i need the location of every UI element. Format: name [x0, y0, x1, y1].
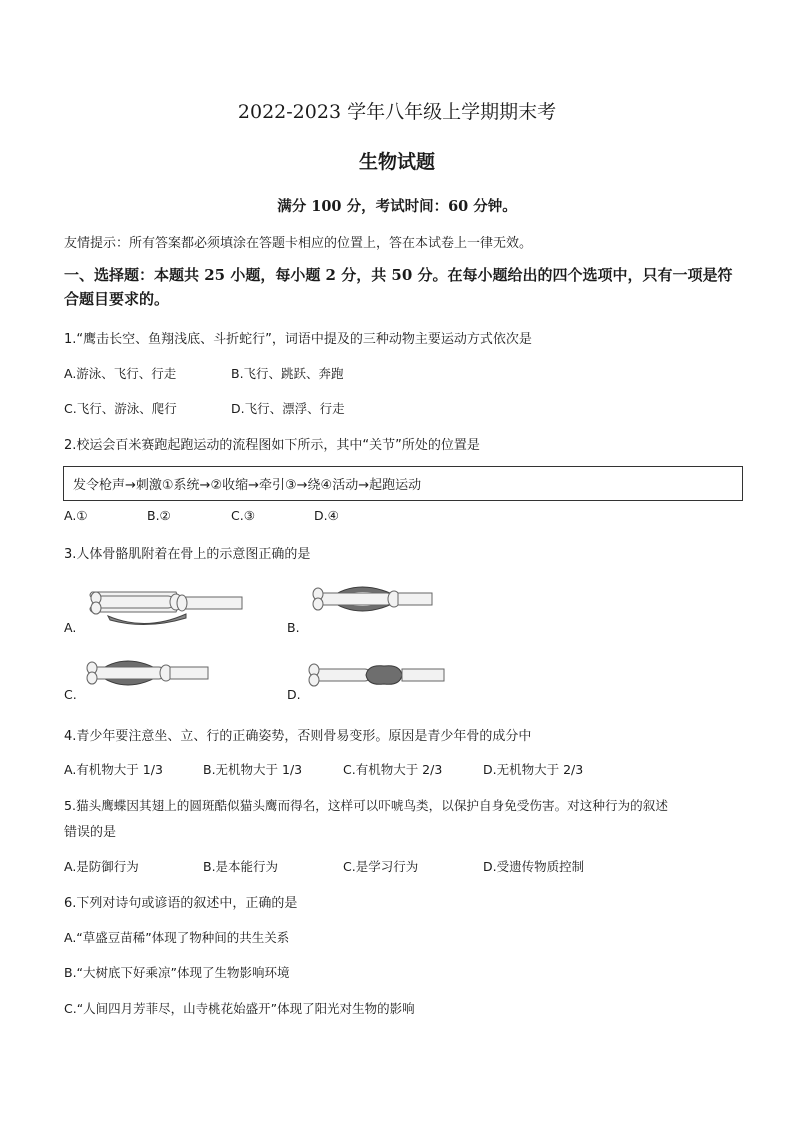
question-2-stem: 2.校运会百米赛跑起跑运动的流程图如下所示，其中“关节”所处的位置是	[64, 438, 480, 453]
exam-meta: 满分 100 分，考试时间：60 分钟。	[277, 198, 517, 215]
exam-tip: 友情提示：所有答案都必须填涂在答题卡相应的位置上，答在本试卷上一律无效。	[64, 236, 533, 251]
diagram-b-muscle-bone	[310, 577, 435, 627]
question-6-option-b: B.“大树底下好乘凉”体现了生物影响环境	[64, 965, 290, 980]
exam-title: 2022-2023 学年八年级上学期期末考	[237, 101, 557, 123]
exam-subtitle: 生物试题	[358, 151, 435, 173]
question-3-option-b: B.	[287, 620, 300, 635]
question-2-option-a: A.①	[64, 508, 88, 523]
question-5-option-b: B.是本能行为	[203, 859, 279, 874]
flowchart-text: 发令枪声→刺激①系统→②收缩→牵引③→绕④活动→起跑运动	[73, 478, 422, 493]
diagram-a-muscle-bone	[86, 584, 246, 632]
question-6-option-a: A.“草盛豆苗稀”体现了物种间的共生关系	[64, 930, 290, 945]
question-2-option-c: C.③	[231, 508, 255, 523]
question-4-stem: 4.青少年要注意坐、立、行的正确姿势，否则骨易变形。原因是青少年骨的成分中	[64, 729, 532, 744]
question-1-option-b: B.飞行、跳跃、奔跑	[231, 366, 344, 381]
question-4-option-a: A.有机物大于 1/3	[64, 762, 163, 777]
question-5-stem-line2: 错误的是	[64, 825, 117, 840]
question-1-option-a: A.游泳、飞行、行走	[64, 366, 177, 381]
question-6-option-c: C.“人间四月芳菲尽，山寺桃花始盛开”体现了阳光对生物的影响	[64, 1001, 415, 1016]
question-5-option-c: C.是学习行为	[343, 859, 419, 874]
question-3-option-d: D.	[287, 687, 301, 702]
diagram-d-muscle-bone	[306, 658, 448, 692]
section-heading: 一、选择题：本题共 25 小题，每小题 2 分，共 50 分。在每小题给出的四个选项中，只有一项是符合题目要求的。	[64, 266, 733, 308]
question-2-flowchart	[63, 466, 743, 501]
question-2-option-b: B.②	[147, 508, 171, 523]
question-3-stem: 3.人体骨骼肌附着在骨上的示意图正确的是	[64, 547, 311, 562]
question-5-stem-line1: 5.猫头鹰蝶因其翅上的圆斑酷似猫头鹰而得名，这样可以吓唬鸟类，以保护自身免受伤害。对这种行为的叙述	[64, 798, 668, 813]
question-4-option-c: C.有机物大于 2/3	[343, 762, 443, 777]
question-5-option-a: A.是防御行为	[64, 859, 139, 874]
question-5-option-d: D.受遗传物质控制	[483, 859, 585, 874]
question-2-option-d: D.④	[314, 508, 339, 523]
question-4-option-d: D.无机物大于 2/3	[483, 762, 584, 777]
question-1-option-d: D.飞行、漂浮、行走	[231, 401, 345, 416]
question-1-option-c: C.飞行、游泳、爬行	[64, 401, 177, 416]
question-6-stem: 6.下列对诗句或谚语的叙述中，正确的是	[64, 896, 298, 911]
question-4-option-b: B.无机物大于 1/3	[203, 762, 303, 777]
diagram-c-muscle-bone	[86, 653, 211, 693]
question-1-stem: 1.“鹰击长空、鱼翔浅底、斗折蛇行”，词语中提及的三种动物主要运动方式依次是	[64, 332, 532, 347]
question-3-option-c: C.	[64, 687, 77, 702]
question-3-option-a: A.	[64, 620, 77, 635]
